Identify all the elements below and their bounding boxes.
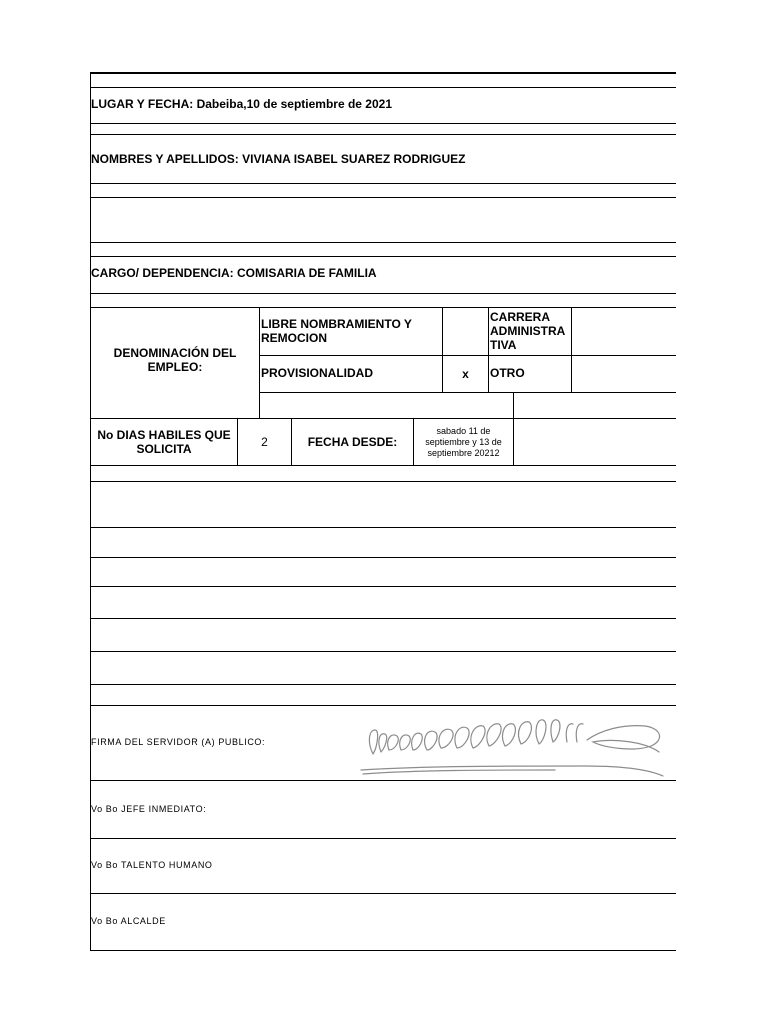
divider [90, 183, 676, 184]
denominacion-empleo-label: DENOMINACIÓN DEL EMPLEO: [113, 346, 237, 374]
divider [90, 527, 676, 528]
provisionalidad-mark: x [462, 367, 469, 381]
firma-servidor-label: FIRMA DEL SERVIDOR (A) PUBLICO: [91, 737, 266, 747]
divider [90, 307, 676, 308]
lugar-fecha-text: LUGAR Y FECHA: Dabeiba,10 de septiembre de 2021 [91, 97, 392, 111]
divider [90, 838, 676, 839]
signature-image [355, 712, 670, 778]
cargo-dependencia-text: CARGO/ DEPENDENCIA: COMISARIA DE FAMILIA [91, 266, 377, 280]
divider [488, 307, 489, 392]
divider [513, 392, 514, 465]
form-left-border [90, 72, 91, 950]
divider [90, 893, 676, 894]
divider [90, 618, 676, 619]
dias-habiles-label: No DIAS HABILES QUE SOLICITA [97, 428, 231, 456]
fecha-desde-label: FECHA DESDE: [307, 435, 398, 449]
divider [90, 418, 676, 419]
divider [90, 134, 676, 135]
divider [259, 392, 676, 393]
nombres-apellidos-text: NOMBRES Y APELLIDOS: VIVIANA ISABEL SUAREZ RODRIGUEZ [91, 152, 466, 166]
divider [90, 256, 676, 257]
divider [90, 123, 676, 124]
divider [90, 242, 676, 243]
divider [90, 557, 676, 558]
divider [259, 307, 260, 418]
divider [90, 87, 676, 88]
dias-habiles-value: 2 [261, 435, 268, 449]
divider [90, 684, 676, 685]
divider [90, 197, 676, 198]
divider [90, 481, 676, 482]
fecha-desde-value: sabado 11 de septiembre y 13 de septiembre 20212 [425, 425, 502, 458]
vobo-jefe-label: Vo Bo JEFE INMEDIATO: [91, 804, 207, 814]
vobo-talento-label: Vo Bo TALENTO HUMANO [91, 860, 213, 870]
vobo-alcalde-label: Vo Bo ALCALDE [91, 916, 166, 926]
carrera-administrativa-label: CARRERA ADMINISTRA TIVA [490, 310, 566, 352]
form-bottom-border [90, 950, 676, 951]
form-top-border [90, 72, 676, 74]
divider [90, 651, 676, 652]
provisionalidad-label: PROVISIONALIDAD [261, 366, 374, 380]
divider [90, 780, 676, 781]
divider [90, 293, 676, 294]
divider [571, 307, 572, 392]
divider [90, 465, 676, 466]
otro-label: OTRO [490, 366, 525, 380]
libre-nombramiento-label: LIBRE NOMBRAMIENTO Y REMOCION [261, 317, 412, 345]
divider [90, 586, 676, 587]
divider [90, 705, 676, 706]
